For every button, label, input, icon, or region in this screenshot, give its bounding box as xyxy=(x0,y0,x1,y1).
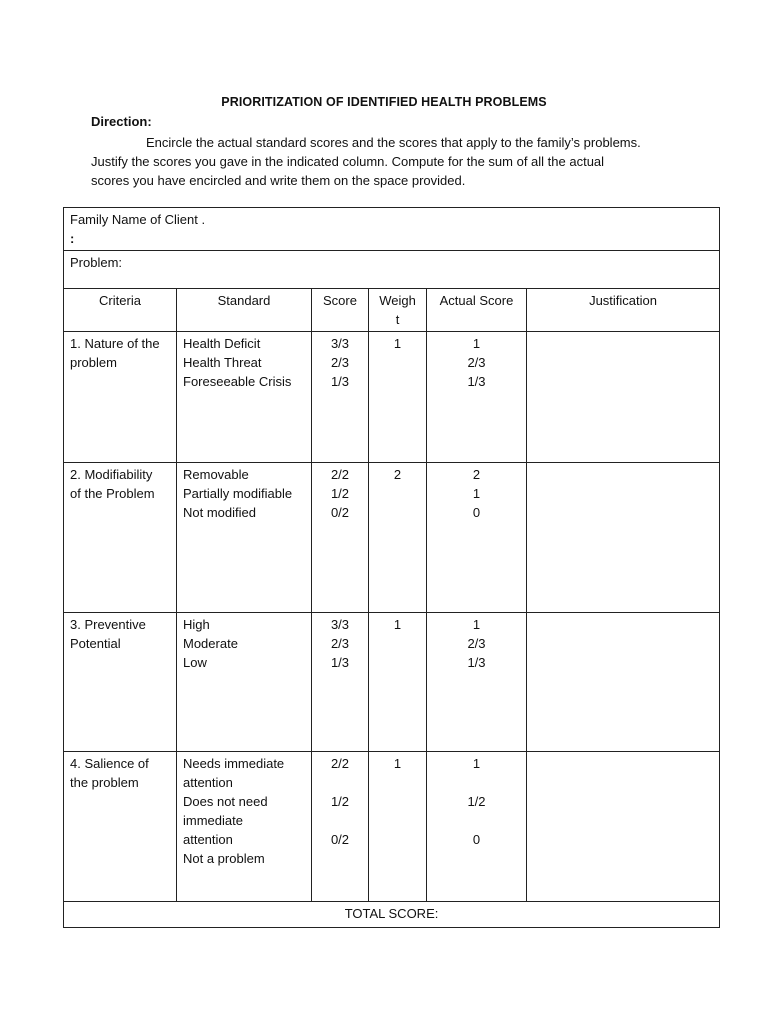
score-option[interactable]: 1/3 xyxy=(330,655,350,670)
actual-score-option xyxy=(433,849,520,868)
header-weight xyxy=(369,289,427,332)
criteria-line: problem xyxy=(70,355,117,370)
criteria-line: 1. Nature of the xyxy=(70,336,160,351)
actual-score-cell xyxy=(427,332,527,463)
criteria-cell xyxy=(64,752,177,902)
score-option[interactable]: 1/2 xyxy=(330,486,350,501)
problem-field[interactable] xyxy=(64,251,720,289)
score-cell xyxy=(312,332,369,463)
header-actual-score: Actual Score xyxy=(427,289,527,332)
actual-score-option xyxy=(433,773,520,792)
weight-cell: 1 xyxy=(369,332,427,463)
actual-score-option xyxy=(433,811,520,830)
standard-option[interactable]: High xyxy=(183,617,210,632)
score-option xyxy=(318,849,362,868)
table-row xyxy=(64,332,720,463)
header-standard: Standard xyxy=(177,289,312,332)
family-name-label: Family Name of Client . xyxy=(70,212,206,227)
standard-cell xyxy=(177,332,312,463)
standard-option[interactable]: Not modified xyxy=(183,505,256,520)
direction-line: scores you have encircled and write them on the space provided. xyxy=(91,173,466,188)
standard-option[interactable]: attention xyxy=(183,832,233,847)
standard-cell xyxy=(177,752,312,902)
family-name-row xyxy=(64,208,720,251)
table-row xyxy=(64,463,720,613)
criteria-line: of the Problem xyxy=(70,486,155,501)
score-cell xyxy=(312,613,369,752)
problem-label: Problem: xyxy=(70,255,123,270)
table-header-row xyxy=(64,289,720,332)
score-option xyxy=(318,773,362,792)
criteria-line: 3. Preventive xyxy=(70,617,146,632)
score-option[interactable]: 1/3 xyxy=(330,374,350,389)
actual-score-option[interactable]: 1/3 xyxy=(467,655,486,670)
family-name-colon: : xyxy=(70,231,75,246)
direction-line: Justify the scores you gave in the indicated column. Compute for the sum of all the actual xyxy=(91,154,605,169)
standard-option[interactable]: Moderate xyxy=(183,636,238,651)
actual-score-option[interactable]: 0 xyxy=(472,832,481,847)
direction-text xyxy=(91,133,691,190)
direction-label: Direction: xyxy=(91,114,152,129)
weight-cell: 1 xyxy=(369,752,427,902)
weight-cell: 1 xyxy=(369,613,427,752)
total-score-label[interactable]: TOTAL SCORE: xyxy=(64,902,720,928)
criteria-line: the problem xyxy=(70,775,139,790)
actual-score-cell xyxy=(427,463,527,613)
header-score: Score xyxy=(312,289,369,332)
standard-cell xyxy=(177,613,312,752)
standard-option[interactable]: Health Threat xyxy=(183,355,262,370)
standard-option[interactable]: Partially modifiable xyxy=(183,486,293,501)
actual-score-option[interactable]: 2 xyxy=(472,467,481,482)
actual-score-option[interactable]: 0 xyxy=(472,505,481,520)
standard-option[interactable]: Foreseeable Crisis xyxy=(183,374,292,389)
justification-cell[interactable] xyxy=(527,332,720,463)
score-option[interactable]: 1/2 xyxy=(330,794,350,809)
actual-score-option[interactable]: 2/3 xyxy=(467,355,486,370)
actual-score-option[interactable]: 1 xyxy=(472,756,481,771)
standard-cell xyxy=(177,463,312,613)
header-criteria: Criteria xyxy=(64,289,177,332)
score-option xyxy=(318,811,362,830)
actual-score-option[interactable]: 1 xyxy=(472,486,481,501)
criteria-cell xyxy=(64,332,177,463)
direction-line: Encircle the actual standard scores and the scores that apply to the family’s problems. xyxy=(146,135,641,150)
standard-option[interactable]: immediate xyxy=(183,813,243,828)
actual-score-option[interactable]: 1/3 xyxy=(467,374,486,389)
standard-option[interactable]: Removable xyxy=(183,467,249,482)
header-weight-line: t xyxy=(395,312,400,327)
score-option[interactable]: 3/3 xyxy=(330,336,350,351)
header-justification: Justification xyxy=(527,289,720,332)
actual-score-cell xyxy=(427,752,527,902)
problem-row xyxy=(64,251,720,289)
weight-cell: 2 xyxy=(369,463,427,613)
score-cell xyxy=(312,752,369,902)
prioritization-table xyxy=(63,207,720,928)
justification-cell[interactable] xyxy=(527,463,720,613)
score-option[interactable]: 2/3 xyxy=(330,636,350,651)
justification-cell[interactable] xyxy=(527,752,720,902)
criteria-cell xyxy=(64,613,177,752)
table-row xyxy=(64,613,720,752)
score-option[interactable]: 3/3 xyxy=(330,617,350,632)
actual-score-option[interactable]: 1 xyxy=(472,617,481,632)
justification-cell[interactable] xyxy=(527,613,720,752)
standard-option[interactable]: Needs immediate xyxy=(183,756,285,771)
family-name-field[interactable] xyxy=(64,208,720,251)
actual-score-option[interactable]: 1/2 xyxy=(467,794,486,809)
score-option[interactable]: 0/2 xyxy=(330,832,350,847)
score-option[interactable]: 2/2 xyxy=(330,467,350,482)
criteria-line: 4. Salience of xyxy=(70,756,149,771)
table-row xyxy=(64,752,720,902)
standard-option[interactable]: Low xyxy=(183,655,207,670)
score-cell xyxy=(312,463,369,613)
criteria-line: Potential xyxy=(70,636,121,651)
standard-option[interactable]: attention xyxy=(183,775,233,790)
standard-option[interactable]: Does not need xyxy=(183,794,268,809)
standard-option[interactable]: Health Deficit xyxy=(183,336,261,351)
actual-score-cell xyxy=(427,613,527,752)
score-option[interactable]: 2/2 xyxy=(330,756,350,771)
criteria-cell xyxy=(64,463,177,613)
criteria-line: 2. Modifiability xyxy=(70,467,153,482)
score-option[interactable]: 0/2 xyxy=(330,505,350,520)
page-title: PRIORITIZATION OF IDENTIFIED HEALTH PROBLEMS xyxy=(221,95,547,109)
header-weight-line: Weigh xyxy=(379,293,416,308)
standard-option[interactable]: Not a problem xyxy=(183,851,265,866)
actual-score-option[interactable]: 2/3 xyxy=(467,636,486,651)
total-score-row xyxy=(64,902,720,928)
score-option[interactable]: 2/3 xyxy=(330,355,350,370)
actual-score-option[interactable]: 1 xyxy=(472,336,481,351)
